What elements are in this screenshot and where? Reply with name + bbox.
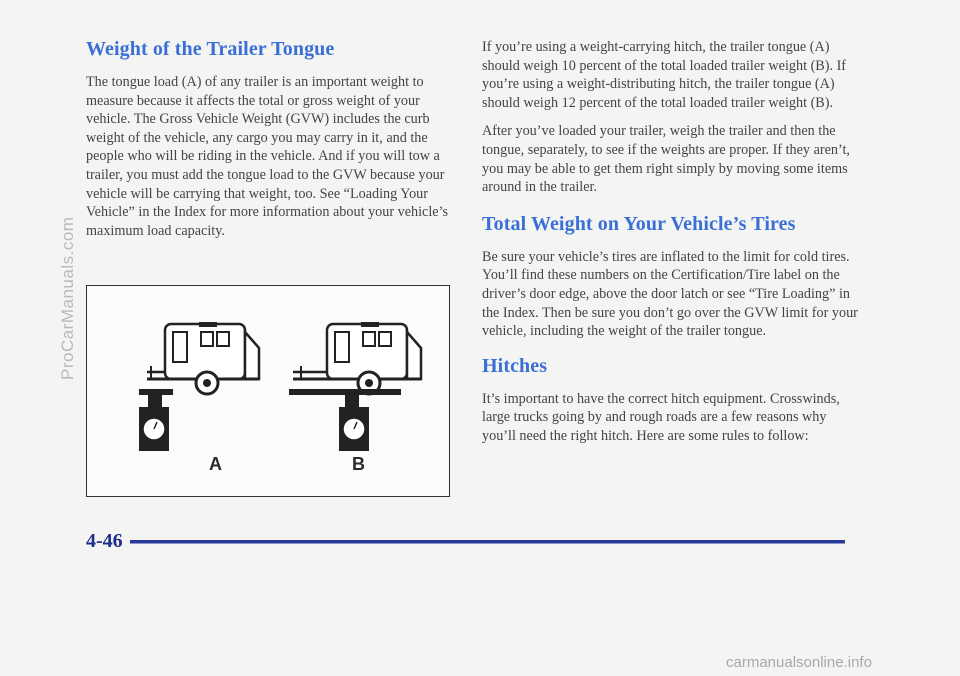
- footer-rule: [130, 540, 845, 544]
- trailer-weighing-illustration: [86, 285, 450, 497]
- figure-label-b: B: [352, 454, 365, 474]
- left-column: [86, 38, 452, 250]
- heading-hitches: Hitches: [482, 354, 548, 377]
- heading-total-weight-tires: Total Weight on Your Vehicle’s Tires: [482, 212, 796, 235]
- watermark-bottom: carmanualsonline.info: [726, 654, 872, 671]
- paragraph-hitch-weight: If you’re using a weight-carrying hitch, the trailer tongue (A) should weigh 10 percent of the total loaded trailer weight (B). If you’re using a weight-distributing hitch, the trailer tongue (A) should weigh 12 percent of the total loaded trailer weight (B).: [482, 39, 847, 111]
- page-number: 4-46: [86, 530, 123, 552]
- trailer-a-drawing: [139, 322, 259, 451]
- watermark-side: ProCarManuals.com: [58, 216, 77, 380]
- figure-label-a: A: [209, 454, 222, 474]
- paragraph-tire-inflation: Be sure your vehicle’s tires are inflated to the limit for cold tires. You’ll find these numbers on the Certification/Tire label on the driver’s door edge, above the door latch or see “Tire Loading” in the Index. Then be sure you don’t go over the GVW limit for your vehicle, including the weight of the trailer tongue.: [482, 248, 858, 340]
- trailer-scale-diagram: [87, 286, 449, 496]
- paragraph-tongue-load: The tongue load (A) of any trailer is an important weight to measure because it affects the total or gross weight of your vehicle. The Gross Vehicle Weight (GVW) includes the curb weight of the vehicle, any cargo you may carry in it, and the people who will be riding in the vehicle. And if you will tow a trailer, you must add the tongue load to the GVW because your vehicle will be carrying that weight, too. See “Loading Your Vehicle” in the Index for more information about your vehicle’s maximum load capacity.: [86, 74, 449, 239]
- paragraph-hitch-equipment: It’s important to have the correct hitch equipment. Crosswinds, large trucks going by and rough roads are a few reasons why you’ll need the right hitch. Here are some rules to follow:: [482, 390, 840, 444]
- paragraph-weigh-trailer: After you’ve loaded your trailer, weigh the trailer and then the tongue, separately, to see if the weights are proper. If they aren’t, you may be able to get them right simply by moving some items around in the trailer.: [482, 123, 850, 196]
- right-column: [482, 38, 862, 456]
- trailer-b-drawing: [289, 322, 421, 451]
- heading-trailer-tongue: Weight of the Trailer Tongue: [86, 38, 335, 60]
